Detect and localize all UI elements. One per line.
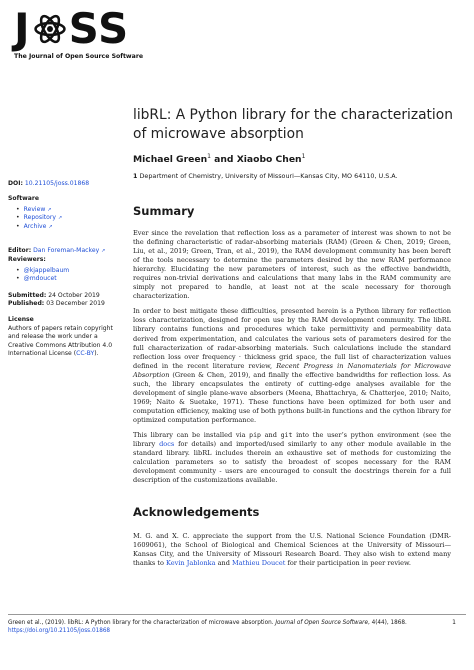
p3-text-b: into the user’s python environment (see the library bbox=[133, 430, 451, 449]
docs-link[interactable]: docs bbox=[159, 440, 175, 449]
summary-body bbox=[133, 229, 451, 491]
kevin-jablonka-link[interactable]: Kevin Jablonka bbox=[166, 559, 216, 568]
submitted-date: 24 October 2019 bbox=[48, 291, 100, 299]
external-link-icon: ↗ bbox=[57, 215, 63, 222]
software-heading: Software bbox=[8, 195, 40, 203]
sidebar-metadata bbox=[8, 180, 120, 359]
editor-label: Editor: bbox=[8, 247, 32, 255]
affiliation-number: 1 bbox=[133, 172, 138, 180]
ack-text-b: for their participation in peer review. bbox=[285, 559, 411, 568]
doi-row bbox=[8, 180, 120, 188]
submitted-label: Submitted: bbox=[8, 291, 47, 299]
logo-letters-ss: SS bbox=[68, 4, 130, 53]
reviewer-link-2[interactable]: @mdoucet bbox=[23, 275, 57, 283]
external-link-icon: ↗ bbox=[47, 206, 52, 213]
footer-divider bbox=[8, 614, 466, 615]
p2-text-a: In order to best mitigate these difficulties, presented herein is a Python library for reflection loss characterization, designed for open use by the RAM development community. The libRL library contains functions and procedures which take permittivity and permeability data derived from experimentation, and calculates the various sets of parameters desired for the full characterization of radar-absorbing materials. Such calculations include the standard reflection loss over frequency · thickness grid space, the full list of characterization values defined in the recent literature review, bbox=[133, 307, 451, 370]
reviewer-item bbox=[16, 275, 120, 283]
summary-paragraph-1: Ever since the revelation that reflection loss as a parameter of interest was shown to not be the defining characteristic of radar-absorbing materials (RAM) (Green & Chen, 2019; Green, Liu, et al., 2019; Green, Tran, et al., 2019), the RAM development community has been bereft of the tools necessary to determine the parameters desired by the new RAM performance hierarchy. Elucidating the new parameters of interest, such as the effective bandwidth, requires non-trivial derivations and calculations that many labs in the RAM community are simply not prepared to handle, at least not at the scale necessary for thorough characterization. bbox=[133, 229, 451, 301]
author-1: Michael Green bbox=[133, 154, 208, 166]
paper-title: libRL: A Python library for the characterization of microwave absorption bbox=[133, 107, 453, 142]
editor-link[interactable]: Dan Foreman-Mackey bbox=[33, 247, 100, 255]
author-2: Xiaobo Chen bbox=[236, 154, 302, 166]
license-body: Authors of papers retain copyright and release the work under a Creative Commons Attribution 4.0 International License ( bbox=[8, 324, 113, 358]
p2-text-b: (Green & Chen, 2019), and finally the effective bandwidths for reflection loss. As such, the library encapsulates the entirety of cutting-edge analyses available for the development of single plane-wave absorbers (Meena, Bhattachrya, & Chatterjee, 2010; Naito, 1969; Naito & Suetake, 1971). These functions have been optimized for both user and computation efficiency, making use of both pythons built-in functions and the cython library for optimized computation performance. bbox=[133, 370, 451, 424]
doi-link[interactable]: 10.21105/joss.01868 bbox=[24, 180, 90, 187]
citation-journal: Journal of Open Source Software bbox=[275, 620, 368, 626]
affiliation bbox=[133, 172, 398, 180]
doi-label: DOI: bbox=[8, 180, 23, 187]
review-title: Recent Progress in Nanomaterials for Microwave Absorption bbox=[133, 361, 451, 379]
author-list bbox=[133, 153, 305, 165]
affiliation-text: Department of Chemistry, University of Missouri—Kansas City, MO 64110, U.S.A. bbox=[139, 172, 398, 180]
reviewer-link-1[interactable]: @kjappelbaum bbox=[23, 266, 70, 274]
software-item-archive bbox=[16, 223, 120, 231]
software-links bbox=[8, 206, 120, 231]
citation-text: Green et al., (2019). libRL: A Python library for the characterization of microwave absorption. bbox=[8, 620, 276, 626]
git-code: git bbox=[280, 430, 293, 439]
pip-code: pip bbox=[249, 430, 261, 439]
author-1-affil: 1 bbox=[207, 153, 211, 160]
published-row bbox=[8, 300, 120, 308]
review-link[interactable]: Review bbox=[23, 205, 46, 213]
footer-citation bbox=[8, 619, 458, 635]
submitted-row bbox=[8, 292, 120, 300]
p3-and: and bbox=[261, 430, 281, 439]
published-date: 03 December 2019 bbox=[46, 300, 105, 308]
p3-text-c: for details) and imported/used similarly to any other module available in the standard library. libRL includes therein an exhaustive set of methods for customizing the calculation parameters so to satisfy the broadest of scopes necessary for the RAM development community - users are encouraged to consult the docstrings therein for a full description of the customizations available. bbox=[133, 440, 451, 485]
acknowledgements-heading: Acknowledgements bbox=[133, 505, 260, 519]
archive-link[interactable]: Archive bbox=[23, 222, 47, 230]
mathieu-doucet-link[interactable]: Mathieu Doucet bbox=[232, 559, 286, 568]
citation-volume: , 4(44), 1868. bbox=[367, 620, 407, 626]
logo-subtitle: The Journal of Open Source Software bbox=[14, 53, 144, 60]
reviewer-list bbox=[8, 267, 120, 284]
author-and: and bbox=[214, 154, 234, 166]
acknowledgements-body bbox=[133, 532, 451, 574]
page-number: 1 bbox=[452, 619, 456, 626]
citation-doi-link[interactable]: https://doi.org/10.21105/joss.01868 bbox=[8, 628, 111, 634]
license-heading: License bbox=[8, 316, 34, 324]
ack-and: and bbox=[215, 559, 233, 568]
software-item-repository bbox=[16, 214, 120, 222]
summary-paragraph-2 bbox=[133, 307, 451, 425]
software-item-review bbox=[16, 206, 120, 214]
published-label: Published: bbox=[8, 300, 45, 308]
summary-heading: Summary bbox=[133, 204, 195, 218]
repository-link[interactable]: Repository bbox=[23, 214, 57, 222]
license-text bbox=[8, 325, 120, 359]
summary-paragraph-3 bbox=[133, 431, 451, 485]
logo-letter-j: J bbox=[14, 4, 31, 53]
external-link-icon: ↗ bbox=[101, 248, 106, 255]
acknowledgements-paragraph bbox=[133, 532, 451, 568]
editor-row bbox=[8, 247, 120, 255]
joss-logo bbox=[14, 6, 154, 60]
reviewers-heading: Reviewers: bbox=[8, 256, 46, 264]
ack-text-a: M. G. and X. C. appreciate the support from the U.S. National Science Foundation (DMR-1609061), the School of Biological and Chemical Sciences at the University of Missouri—Kansas City, and the University of Missouri Research Board. They also wish to extend many thanks to bbox=[133, 532, 451, 568]
external-link-icon: ↗ bbox=[48, 223, 53, 230]
reviewer-item bbox=[16, 267, 120, 275]
logo-atom-icon bbox=[33, 12, 67, 46]
author-2-affil: 1 bbox=[301, 153, 306, 160]
license-end: ). bbox=[94, 350, 99, 358]
cc-by-link[interactable]: CC-BY bbox=[76, 350, 95, 358]
p3-text-a: This library can be installed via bbox=[133, 430, 250, 439]
